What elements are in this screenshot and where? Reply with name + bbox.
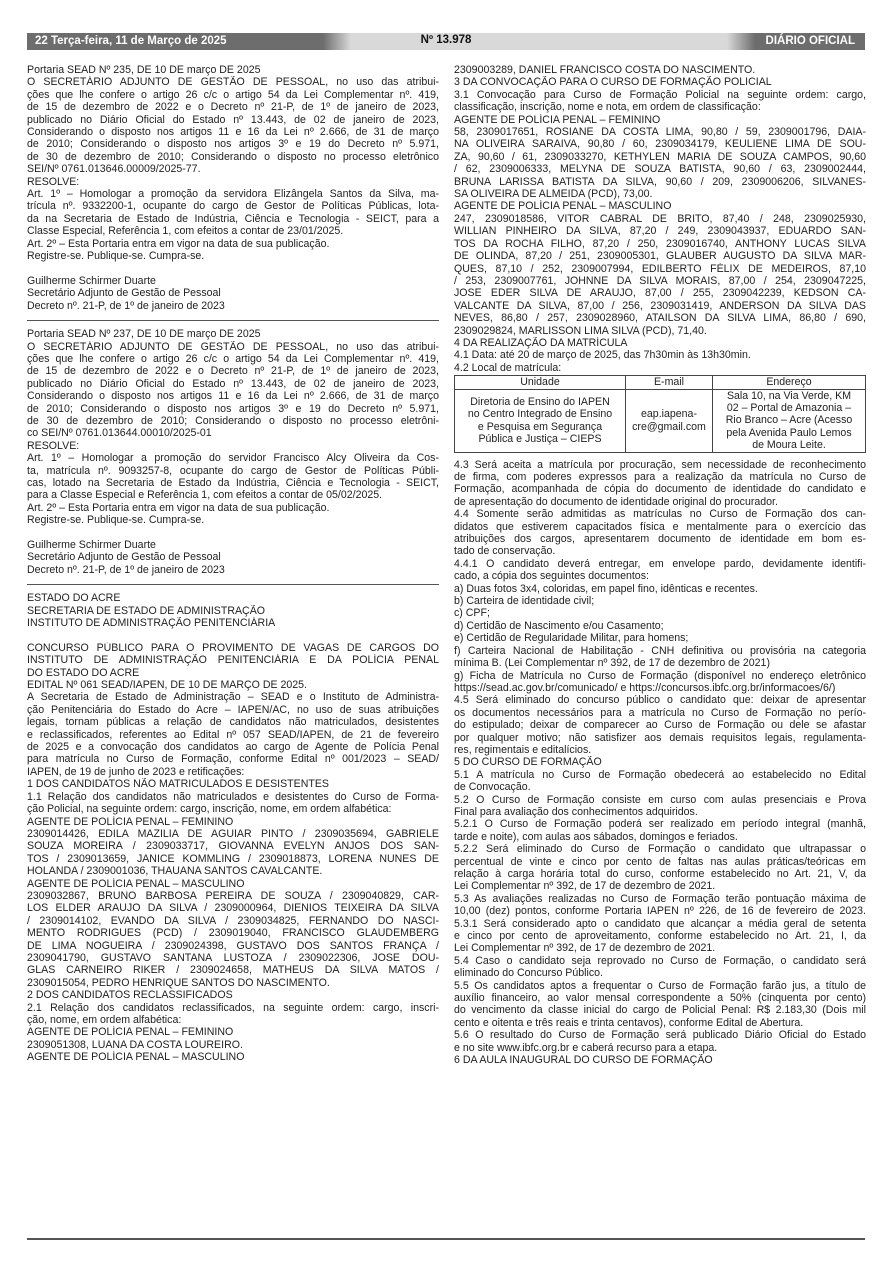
text-line: a) Duas fotos 3x4, coloridas, em papel fino, idênticas e recentes. — [454, 582, 758, 595]
text-line: atribuições dos cargos, apresentarem documento de identidade em bom es- — [454, 533, 866, 546]
header-address: Endereço — [713, 376, 866, 389]
text-line: Registre-se. Publique-se. Cumpra-se. — [27, 514, 205, 527]
text-line: Decreto nº. 21-P, de 1º de janeiro de 2023 — [27, 299, 225, 312]
text-line: Secretário Adjunto de Gestão de Pessoal — [27, 287, 221, 300]
text-line: Lei Complementar nº 392, de 17 de dezembro de 2021. — [454, 942, 716, 955]
text-line: 4.2 Local de matrícula: — [454, 361, 562, 374]
text-line: SECRETARIA DE ESTADO DE ADMINISTRAÇÃO — [27, 604, 266, 617]
text-line: relação à carga horária total do curso, conforme estabelecido no Art. 21, V, da — [454, 868, 866, 880]
text-line: 4 DA REALIZAÇÃO DA MATRÍCULA — [454, 336, 628, 349]
text-line: Art. 1º – Homologar a promoção da servidora Elizângela Santos da Silva, ma- — [27, 188, 439, 201]
text-line: RESOLVE: — [27, 175, 80, 188]
text-line: Classe Especial, Referência 1, com efeitos a contar de 23/01/2025. — [27, 225, 344, 238]
text-line: DE LIMA NOGUEIRA / 2309024398, GUSTAVO DOS SANTOS FRANÇA / — [27, 939, 439, 952]
text-line: os documentos necessários para a matrícula no Curso de Formação no perío- — [454, 706, 866, 719]
text-line: 10,00 (dez) pontos, conforme Portaria IAPEN nº 226, de 16 de fevereiro de 2023. — [454, 905, 866, 918]
text-line: percentual de vinte e cinco por cento de faltas nas aulas práticas/teóricas em — [454, 855, 866, 868]
text-line: de 30 de dezembro de 2010; Considerando o disposto no processo eletrôni- — [27, 414, 439, 427]
text-line: de 15 de dezembro de 2022 e o Decreto nº 21-P, de 1º de janeiro de 2023, — [27, 365, 439, 378]
cell-unit — [455, 389, 626, 452]
text-line: 5.5 Os candidatos aptos a frequentar o Curso de Formação farão jus, a título de — [454, 979, 866, 992]
text-line: Portaria SEAD Nº 235, DE 10 DE março DE 2025 — [27, 64, 261, 76]
text-line: DE OLINDA, 87,20 / 251, 2309005301, GLAUBER AUGUSTO DA SILVA MAR- — [454, 250, 866, 263]
text-line: Art. 1º – Homologar a promoção do servidor Francisco Alcy Oliveira da Cos- — [27, 452, 439, 465]
text-line: f) Carteira Nacional de Habilitação - CNH definitiva ou provisória na categoria — [454, 644, 866, 657]
text-line: 5.4 Caso o candidato seja reprovado no Curso de Formação, o candidato será — [454, 954, 866, 967]
text-line: EDITAL Nº 061 SEAD/IAPEN, DE 10 DE MARÇO DE 2025. — [27, 679, 307, 692]
text-line: de 2010; Considerando o disposto nos artigos 3º e 19 do Decreto nº 5.971, — [27, 138, 439, 151]
text-line: e) Certidão de Regularidade Militar, para homens; — [454, 632, 689, 645]
text-line: ção, nome, em ordem alfabética: — [27, 1014, 182, 1027]
text-line: https://sead.ac.gov.br/comunicado/ e https://concursos.ibfc.org.br/informacoes/6/) — [454, 681, 836, 694]
text-line: tado de conservação. — [454, 545, 556, 558]
header-unit: Unidade — [455, 376, 626, 389]
text-line: 2309051308, LUANA DA COSTA LOUREIRO. — [27, 1038, 243, 1051]
text-line: Art. 2º – Esta Portaria entra em vigor na data de sua publicação. — [27, 237, 330, 250]
text-line: WILLIAN PINHEIRO DA SILVA, 87,20 / 249, 2309043937, EDUARDO SAN- — [454, 225, 866, 238]
text-line: cado, a cópia dos seguintes documentos: — [454, 570, 649, 583]
enrollment-location-table — [454, 375, 866, 452]
right-column-top — [454, 64, 866, 374]
blank-line — [27, 629, 439, 641]
text-line: classificação, inscrição, nome e nota, em ordem de classificação: — [454, 101, 761, 114]
text-line: IAPEN, de 19 de junho de 2023 e retificações: — [27, 765, 245, 778]
text-line: GLAS CARNEIRO RIKER / 2309024658, MATHEUS DA SILVA MATOS / — [27, 964, 439, 977]
text-line: SA OLIVEIRA DE ALMEIDA (PCD), 73,00. — [454, 188, 653, 201]
text-line: auxílio financeiro, ao valor mensal correspondente a 50% (cinquenta por cento) — [454, 992, 866, 1005]
text-line: ções que lhe confere o artigo 26 c/c o artigo 54 da Lei Complementar nº. 419, — [27, 88, 439, 101]
text-line: 4.4.1 O candidato deverá entregar, em envelope pardo, devidamente identifi- — [454, 557, 866, 570]
text-line: e no site www.ibfc.org.br e caberá recurso para a etapa. — [454, 1041, 718, 1054]
blank-line — [27, 263, 439, 275]
text-line: publicado no Diário Oficial do Estado nº 13.443, de 02 de janeiro de 2023, — [27, 113, 439, 126]
text-line: Guilherme Schirmer Duarte — [27, 539, 156, 551]
right-column-bottom — [454, 459, 866, 1067]
text-line: da na Secretaria de Estado de Indústria, Ciência e Tecnologia - SEICT, para a — [27, 212, 439, 225]
text-line: TOS / 2309013659, JANICE KOMMLING / 2309018873, LORENA NUNES DE — [27, 852, 439, 865]
text-line: 5 DO CURSO DE FORMAÇÃO — [454, 756, 602, 769]
cell-line: 02 – Portal de Amazonia – — [726, 401, 852, 414]
text-line: 6 DA AULA INAUGURAL DO CURSO DE FORMAÇÃO — [454, 1054, 713, 1067]
text-line: Registre-se. Publique-se. Cumpra-se. — [27, 250, 205, 263]
text-line: / 253, 2309007761, JOHNNE DA SILVA MORAIS, 87,00 / 254, 2309047225, — [454, 274, 866, 287]
text-line: cento e oitenta e três reais e trinta centavos), conforme Edital de Abertura. — [454, 1016, 804, 1029]
text-line: A Secretaria de Estado de Administração – SEAD e o Instituto de Administra- — [27, 691, 439, 704]
text-line: 58, 2309017651, ROSIANE DA COSTA LIMA, 90,80 / 59, 2309001796, DAIA- — [454, 126, 866, 139]
text-line: SOUZA MOREIRA / 2309033717, GIOVANNA EVELYN ANJOS DOS SAN- — [27, 840, 439, 853]
text-line: didatos que estiverem capacitados física e mentalmente para o exercício das — [454, 520, 866, 533]
text-line: Art. 2º – Esta Portaria entra em vigor na data de sua publicação. — [27, 501, 330, 514]
text-line: / 2309014102, EVANDO DA SILVA / 2309034825, FERNANDO DO NASCI- — [27, 914, 439, 927]
section-divider — [27, 584, 439, 585]
text-line: 2309003289, DANIEL FRANCISCO COSTA DO NASCIMENTO. — [454, 64, 756, 76]
text-line: 5.1 A matrícula no Curso de Formação obedecerá ao estabelecido no Edital — [454, 768, 866, 781]
text-line: de 15 de dezembro de 2022 e o Decreto nº 21-P, de 1º de janeiro de 2023, — [27, 101, 439, 114]
text-line: res, regimentais e editalícios. — [454, 743, 592, 756]
text-line: SEI/Nº 0761.013646.00009/2025-77. — [27, 163, 201, 176]
text-line: Final para avaliação dos conhecimentos adquiridos. — [454, 805, 698, 818]
text-line: O SECRETÁRIO ADJUNTO DE GESTÃO DE PESSOAL, no uso das atribui- — [27, 340, 439, 353]
text-line: eliminado do Concurso Público. — [454, 967, 603, 980]
text-line: de Convocação. — [454, 781, 531, 794]
text-line: 5.3.1 Será considerado apto o candidato que alcançar a média geral de setenta — [454, 917, 866, 930]
text-line: Lei Complementar nº 392, de 17 de dezembro de 2021. — [454, 880, 716, 893]
text-line: 5.2.2 Será eliminado do Curso de Formação o candidato que ultrapassar o — [454, 843, 866, 856]
cell-line: de Moura Leite. — [752, 439, 826, 452]
section-divider — [27, 320, 439, 321]
text-line: g) Ficha de Matrícula no Curso de Formação (disponível no endereço eletrônico — [454, 669, 866, 682]
text-line: ta, matrícula nº. 9093257-8, ocupante do cargo de Gestor de Políticas Públi- — [27, 464, 439, 477]
text-line: AGENTE DE POLÍCIA PENAL – MASCULINO — [454, 200, 672, 213]
text-line: Decreto nº. 21-P, de 1º de janeiro de 2023 — [27, 563, 225, 576]
page-bottom-rule — [27, 1238, 865, 1240]
text-line: 4.5 Será eliminado do concurso público o candidato que: deixar de apresentar — [454, 694, 866, 707]
text-line: do estipulado; deixar de comparecer ao Curso de Formação ou dele se afastar — [454, 719, 866, 732]
text-line: 2309029824, MARLISSON LIMA SILVA (PCD), 71,40. — [454, 324, 707, 337]
text-line: Portaria SEAD Nº 237, DE 10 DE março DE 2025 — [27, 328, 261, 341]
text-line: NEVES, 86,80 / 257, 2309028960, ATAILSON DA SILVA LIMA, 86,80 / 690, — [454, 312, 866, 325]
text-line: co SEI/Nº 0761.013644.00010/2025-01 — [27, 427, 212, 440]
cell-line: Rio Branco – Acre (Acesso — [725, 414, 853, 427]
text-line: cas, lotado na Secretaria de Estado da Indústria, Ciência e Tecnologia - SEICT, — [27, 476, 439, 489]
text-line: para a Classe Especial e Referência 1, com efeitos a contar de 05/02/2025. — [27, 489, 383, 502]
cell-line: eap.iapena- — [641, 408, 697, 421]
text-line: TOS DA ROCHA FILHO, 87,20 / 250, 2309016740, ANTHONY LUCAS SILVA — [454, 237, 866, 250]
text-line: 5.2 O Curso de Formação consiste em curso com aulas presenciais e Prova — [454, 793, 866, 806]
page-header — [27, 33, 865, 50]
text-line: AGENTE DE POLÍCIA PENAL – MASCULINO — [27, 877, 245, 890]
text-line: DO ESTADO DO ACRE — [27, 666, 140, 679]
text-line: HOLANDA / 2309001036, THAUANA SANTOS CAVALCANTE. — [27, 865, 323, 878]
text-line: ção Penitenciária do Estado do Acre – IAPEN/AC, no uso de suas atribuições — [27, 703, 439, 716]
text-line: mínima B. (Lei Complementar nº 392, de 17 de dezembro de 2021) — [454, 657, 770, 670]
text-line: publicado no Diário Oficial do Estado nº 13.443, de 02 de janeiro de 2023, — [27, 377, 439, 390]
cell-line: e Pesquisa em Segurança — [477, 420, 603, 433]
cell-email[interactable] — [626, 389, 713, 452]
text-line: trícula nº. 9332200-1, ocupante do cargo de Gestor de Políticas Públicas, lota- — [27, 200, 439, 213]
text-line: e reclassificados, referentes ao Edital nº 057 SEAD/IAPEN, de 21 de fevereiro — [27, 728, 439, 741]
text-line: VALCANTE DA SILVA, 87,00 / 256, 2309031419, ANDERSON DA SILVA DAS — [454, 299, 866, 312]
text-line: QUES, 87,10 / 252, 2309007994, EDILBERTO FÉLIX DE MEDEIROS, 87,10 — [454, 262, 866, 275]
text-line: 2.1 Relação dos candidatos reclassificados, na seguinte ordem: cargo, inscri- — [27, 1001, 439, 1014]
text-line: AGENTE DE POLÍCIA PENAL – FEMININO — [27, 815, 234, 828]
table-header-row — [455, 376, 866, 389]
text-line: JOSE EDER SILVA DE ARAUJO, 87,00 / 255, 2309042239, KEDSON CA- — [454, 287, 866, 300]
text-line: 5.6 O resultado do Curso de Formação será publicado Diário Oficial do Estado — [454, 1029, 866, 1042]
text-line: do vencimento da classe inicial do cargo de Policial Penal: R$ 2.183,30 (Dois mil — [454, 1004, 866, 1017]
text-line: Considerando o disposto nos artigos 11 e 16 da Lei nº 2.666, de 31 de março — [27, 390, 439, 403]
issue-number: Nº 13.978 — [420, 34, 472, 46]
text-line: 247, 2309018586, VITOR CABRAL DE BRITO, 87,40 / 248, 2309025930, — [454, 212, 866, 225]
text-line: 4.4 Somente serão admitidas as matrículas no Curso de Formação dos can- — [454, 508, 866, 521]
text-line: AGENTE DE POLÍCIA PENAL – FEMININO — [27, 1026, 234, 1039]
text-line: Formação, acompanhada de cópia do documento de identidade do candidato e — [454, 483, 866, 496]
text-line: 2309014426, EDILA MAZILIA DE AGUIAR PINTO / 2309035694, GABRIELE — [27, 827, 439, 840]
text-line: d) Certidão de Nascimento e/ou Casamento; — [454, 619, 664, 632]
text-line: 1 DOS CANDIDATOS NÃO MATRICULADOS E DESISTENTES — [27, 778, 329, 791]
text-line: 4.3 Será aceita a matrícula por procuração, sem necessidade de reconhecimento — [454, 458, 866, 471]
right-column — [454, 64, 866, 1067]
header-email: E-mail — [626, 376, 713, 389]
text-line: por qualquer motivo; não satisfizer aos demais requisitos legais, regulamenta- — [454, 731, 866, 744]
blank-line — [27, 527, 439, 539]
cell-line: no Centro Integrado de Ensino — [467, 408, 613, 421]
cell-line: Pública e Justiça – CIEPS — [478, 432, 602, 445]
text-line: ção Policial, na seguinte ordem: cargo, inscrição, nome, em ordem alfabética: — [27, 803, 392, 816]
text-line: INSTITUTO DE ADMINISTRAÇÃO PENITENCIÁRIA E DA POLÍCIA PENAL — [27, 654, 439, 667]
text-line: Secretário Adjunto de Gestão de Pessoal — [27, 551, 221, 564]
text-line: ZA, 90,60 / 61, 2309033270, KETHYLEN MARIA DE SOUZA CAMPOS, 90,60 — [454, 150, 866, 163]
text-line: Considerando o disposto nos artigos 11 e 16 da Lei nº 2.666, de 31 de março — [27, 126, 439, 139]
text-line: de 2010; Considerando o disposto nos artigos 3º e 19 do Decreto nº 5.971, — [27, 402, 439, 415]
cell-line: cre@gmail.com — [632, 420, 706, 433]
text-line: LOS ELDER ARAUJO DA SILVA / 2309000964, DIENIOS TEIXEIRA DA SILVA — [27, 902, 439, 915]
text-line: 3.1 Convocação para Curso de Formação Policial na seguinte ordem: cargo, — [454, 88, 866, 101]
text-line: legais, tornam públicas a relação de candidatos não matriculados, desistentes — [27, 716, 439, 729]
text-line: 4.1 Data: até 20 de março de 2025, das 7h30min às 13h30min. — [454, 349, 751, 362]
text-line: 5.2.1 O Curso de Formação poderá ser realizado em período integral (manhã, — [454, 818, 866, 831]
text-line: de apresentação do documento de identidade original do procurador. — [454, 495, 778, 508]
page-number-date: 22 Terça-feira, 11 de Março de 2025 — [35, 35, 227, 47]
text-line: 5.3 As avaliações realizadas no Curso de Formação terão pontuação máxima de — [454, 892, 866, 905]
text-line: MENTO RODRIGUES (PCD) / 2309019040, FRANCISCO GLAUDEMBERG — [27, 927, 439, 940]
text-line: 2309041790, GUSTAVO SANTANA LUSTOZA / 2309022306, JOSE DOU- — [27, 951, 439, 964]
text-line: Guilherme Schirmer Duarte — [27, 274, 156, 287]
left-column — [27, 64, 439, 1064]
text-line: 2309015054, PEDRO HENRIQUE SANTOS DO NASCIMENTO. — [27, 976, 330, 989]
text-line: O SECRETÁRIO ADJUNTO DE GESTÃO DE PESSOAL, no uso das atribui- — [27, 76, 439, 89]
text-line: 3 DA CONVOCAÇÃO PARA O CURSO DE FORMAÇÃO POLICIAL — [454, 76, 772, 89]
cell-line: pela Avenida Paulo Lemos — [726, 426, 852, 439]
table-row — [455, 389, 866, 452]
text-line: AGENTE DE POLÍCIA PENAL – FEMININO — [454, 113, 661, 126]
text-line: NA OLIVEIRA SARAIVA, 90,80 / 60, 2309034179, KEULIENE LIMA DE SOU- — [454, 138, 866, 151]
newspaper-title: DIÁRIO OFICIAL — [765, 35, 855, 47]
text-line: de firma, com poderes expressos para a realização da matrícula no Curso de — [454, 471, 866, 483]
text-line: ESTADO DO ACRE — [27, 592, 121, 605]
text-line: e cinco por cento de aproveitamento, conforme estabelecido no Art. 21, I, da — [454, 930, 866, 943]
text-line: 2 DOS CANDIDATOS RECLASSIFICADOS — [27, 989, 233, 1002]
text-line: b) Carteira de identidade civil; — [454, 595, 595, 608]
text-line: 2309032867, BRUNO BARBOSA PEREIRA DE SOUZA / 2309040829, CAR- — [27, 889, 439, 902]
text-line: RESOLVE: — [27, 439, 80, 452]
text-line: tarde e noite), com aulas aos sábados, domingos e feriados. — [454, 830, 738, 843]
text-line: de 30 de dezembro de 2010; Considerando o disposto no processo eletrônico — [27, 150, 439, 163]
cell-line: Diretoria de Ensino do IAPEN — [470, 395, 610, 408]
text-line: c) CPF; — [454, 607, 490, 620]
text-line: 1.1 Relação dos candidatos não matriculados e desistentes do Curso de Forma- — [27, 790, 439, 803]
text-line: ções que lhe confere o artigo 26 c/c o artigo 54 da Lei Complementar nº. 419, — [27, 352, 439, 365]
text-line: de 2025 e a convocação dos candidatos ao cargo de Agente de Polícia Penal — [27, 741, 439, 754]
text-line: CONCURSO PÚBLICO PARA O PROVIMENTO DE VAGAS DE CARGOS DO — [27, 641, 439, 654]
text-line: BRUNA LARISSA BATISTA DA SILVA, 90,60 / 209, 2309006206, SILVANES- — [454, 175, 866, 188]
cell-address — [713, 389, 866, 452]
text-line: INSTITUTO DE ADMINISTRAÇÃO PENITENCIÁRIA — [27, 617, 276, 630]
text-line: / 62, 2309006333, MELYNA DE SOUZA BATISTA, 90,60 / 63, 2309002444, — [454, 163, 866, 176]
text-line: AGENTE DE POLÍCIA PENAL – MASCULINO — [27, 1051, 245, 1064]
cell-line: Sala 10, na Via Verde, KM — [726, 389, 852, 402]
text-line: para matrícula no Curso de Formação, conforme Edital nº 001/2023 – SEAD/ — [27, 753, 439, 766]
